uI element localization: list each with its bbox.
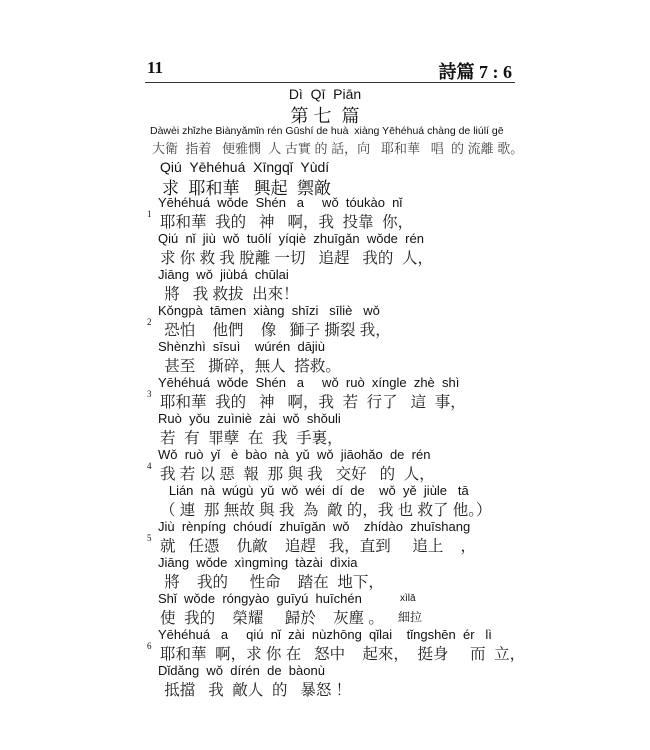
pinyin-line: Kǒngpà tāmen xiàng shīzi sīliè wǒ bbox=[158, 303, 380, 318]
pinyin-line: Yēhéhuá a qiú nǐ zài nùzhōng qǐlai tǐngshēn ér lì bbox=[158, 627, 492, 642]
chinese-line: 使 我的 榮耀 歸於 灰塵 。 bbox=[160, 610, 384, 627]
pinyin-line: Ruò yǒu zuìniè zài wǒ shǒuli bbox=[158, 411, 341, 426]
title-chinese: 第 七 篇 bbox=[290, 106, 360, 126]
verse-number: 6 bbox=[147, 641, 152, 651]
selah-pinyin: xìlā bbox=[400, 593, 416, 604]
verse-number: 5 bbox=[147, 533, 152, 543]
pinyin-line: Jiāng wǒ jiùbá chūlai bbox=[158, 267, 289, 282]
pinyin-line: Wǒ ruò yǐ è bào nà yǔ wǒ jiāohǎo de rén bbox=[158, 447, 431, 462]
chinese-line: 若 有 罪孽 在 我 手裏， bbox=[160, 430, 343, 447]
chinese-line: 就 任憑 仇敵 追趕 我，直到 追上 ， bbox=[160, 538, 477, 555]
page-number: 11 bbox=[147, 58, 164, 77]
title-pinyin: Dì Qī Piān bbox=[288, 86, 362, 102]
chinese-line: 耶和華 啊，求 你 在 怒中 起來， 挺身 而 立， bbox=[160, 646, 526, 663]
running-title: 詩篇 7 : 6 bbox=[438, 62, 512, 82]
chinese-line: 甚至 撕碎，無人 搭救。 bbox=[160, 358, 341, 375]
header-rule bbox=[145, 82, 515, 83]
intro-chinese: 大衛 指着 便雅憫 人 古實 的 話，向 耶和華 唱 的 流離 歌。 bbox=[152, 141, 524, 156]
verse-number: 3 bbox=[147, 389, 152, 399]
pinyin-line: Jiāng wǒde xìngmìng tàzài dìxia bbox=[158, 555, 358, 570]
chinese-line: 求 你 救 我 脫離 一切 追趕 我的 人， bbox=[160, 250, 433, 267]
pinyin-line: Shènzhì sīsuì wúrén dājiù bbox=[158, 339, 325, 354]
chinese-line: 恐怕 他們 像 獅子 撕裂 我， bbox=[160, 322, 391, 339]
chinese-line: 將 我 救拔 出來！ bbox=[160, 286, 299, 303]
pinyin-line: Dǐdǎng wǒ dírén de bàonù bbox=[158, 663, 325, 678]
chinese-line: 耶和華 我的 神 啊，我 投靠 你， bbox=[160, 214, 414, 231]
pinyin-line: Yēhéhuá wǒde Shén a wǒ tóukào nǐ bbox=[158, 195, 403, 210]
pinyin-line: Qiú nǐ jiù wǒ tuōlí yíqiè zhuīgǎn wǒde rén bbox=[158, 231, 424, 246]
verse-number: 1 bbox=[147, 209, 152, 219]
heading-pinyin: Qiú Yēhéhuá Xīngqǐ Yùdí bbox=[160, 159, 330, 175]
verse-number: 2 bbox=[147, 317, 152, 327]
heading-chinese: 求 耶和華 興起 禦敵 bbox=[162, 179, 332, 198]
chinese-line: 抵擋 我 敵人 的 暴怒 ！ bbox=[160, 682, 352, 699]
pinyin-line: Shǐ wǒde róngyào guīyú huīchén bbox=[158, 591, 362, 606]
chinese-line: （ 連 那 無故 與 我 為 敵 的，我 也 救了 他。） bbox=[160, 502, 492, 519]
chinese-line: 將 我的 性命 踏在 地下， bbox=[160, 574, 384, 591]
pinyin-line: Lián nà wúgù yǔ wǒ wéi dí de wǒ yě jiùle tā bbox=[158, 483, 469, 498]
chinese-line: 我 若 以 惡 報 那 與 我 交好 的 人， bbox=[160, 466, 435, 483]
chinese-line: 耶和華 我的 神 啊，我 若 行了 這 事， bbox=[160, 394, 466, 411]
selah-chinese: 細拉 bbox=[398, 610, 423, 624]
verse-number: 4 bbox=[147, 461, 152, 471]
intro-pinyin: Dàwèi zhǐzhe Biànyǎmǐn rén Gūshí de huà xiàng Yēhéhuá chàng de liúlí gē bbox=[150, 125, 504, 137]
pinyin-line: Yēhéhuá wǒde Shén a wǒ ruò xíngle zhè shì bbox=[158, 375, 460, 390]
pinyin-line: Jiù rènpíng chóudí zhuīgǎn wǒ zhídào zhuīshang bbox=[158, 519, 471, 534]
